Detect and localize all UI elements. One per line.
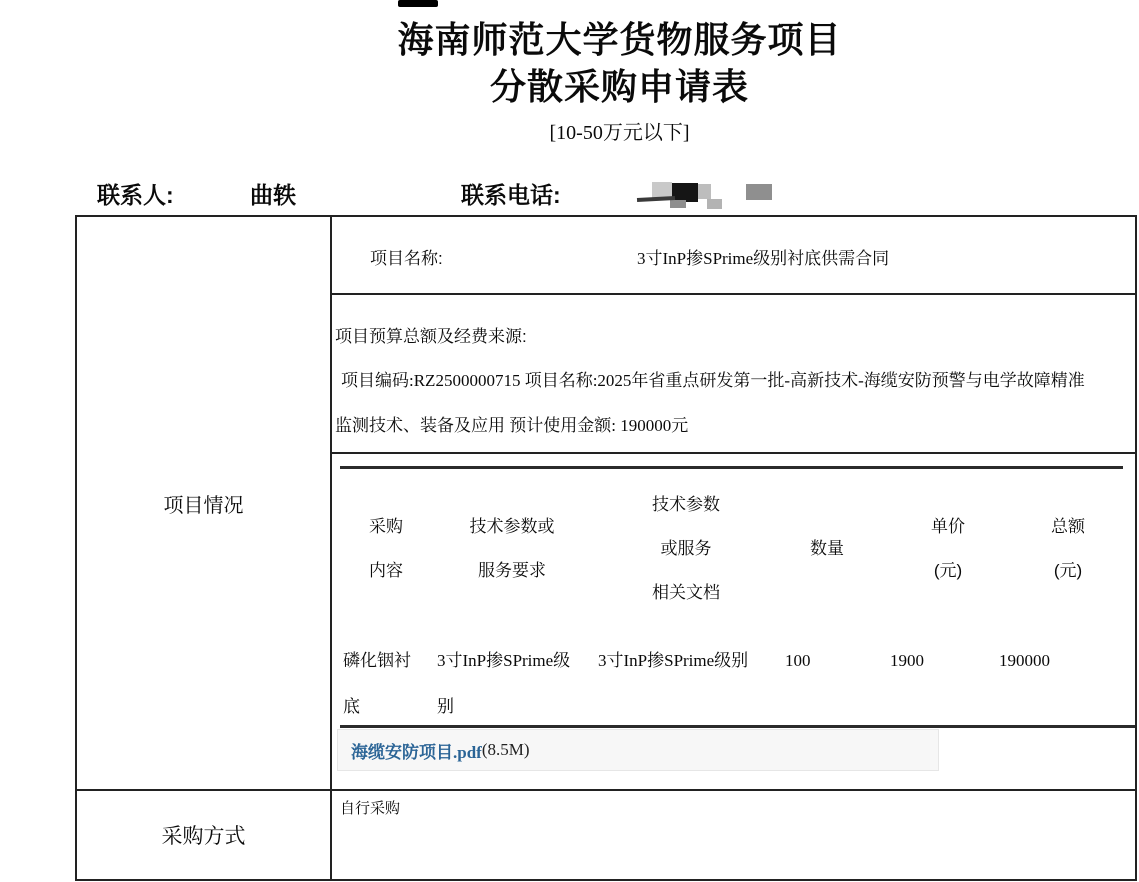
project-name-value: 3寸InP掺SPrime级别衬底供需合同 <box>637 249 890 268</box>
item-cell-content: 磷化铟衬 底 <box>343 651 411 716</box>
item-cell-quantity: 100 <box>785 651 811 670</box>
items-header-tech-docs: 技术参数 或服务 相关文档 <box>652 495 720 602</box>
items-header-tech-params: 技术参数或 服务要求 <box>469 517 555 580</box>
attachment-size: (8.5M) <box>481 740 530 759</box>
items-header-quantity: 数量 <box>810 539 844 558</box>
budget-line-2: 监测技术、装备及应用 预计使用金额: 190000元 <box>335 416 689 435</box>
items-header-total: 总额 (元) <box>1051 517 1085 580</box>
row-divider-budget <box>330 452 1135 454</box>
title-line-2: 分散采购申请表 <box>489 66 749 107</box>
item-cell-unit-price: 1900 <box>890 651 924 670</box>
redaction-block <box>698 184 711 199</box>
project-name-label: 项目名称: <box>370 249 443 268</box>
item-cell-tech-docs: 3寸InP掺SPrime级别 <box>598 651 749 670</box>
section-label-method: 采购方式 <box>161 825 246 848</box>
item-cell-tech-params: 3寸InP掺SPrime级 别 <box>437 651 571 716</box>
cropped-top-artifact <box>398 0 438 7</box>
items-header-unit-price: 单价 (元) <box>931 517 965 580</box>
redaction-block <box>707 199 722 209</box>
attachment-chip <box>337 729 939 771</box>
contact-person-value: 曲轶 <box>250 182 296 208</box>
budget-label: 项目预算总额及经费来源: <box>335 327 527 346</box>
redaction-block <box>746 184 772 200</box>
row-divider-project-name <box>330 293 1135 295</box>
redaction-block <box>670 200 686 208</box>
section-label-project: 项目情况 <box>163 494 244 517</box>
budget-line-1: 项目编码:RZ2500000715 项目名称:2025年省重点研发第一批-高新技术-海缆安防预警与电学故障精准 <box>341 371 1085 390</box>
contact-person-label: 联系人: <box>97 182 174 208</box>
title-line-1: 海南师范大学货物服务项目 <box>397 19 842 60</box>
contact-phone-label: 联系电话: <box>461 182 561 208</box>
items-header-content: 采购 内容 <box>369 517 403 580</box>
method-value: 自行采购 <box>340 799 401 817</box>
form-table <box>75 215 1137 881</box>
page-title <box>50 16 1139 110</box>
page-subtitle: [10-50万元以下] <box>549 122 690 144</box>
items-table-top-border <box>340 466 1123 469</box>
item-cell-total: 190000 <box>999 651 1050 670</box>
attachment-pdf-link[interactable]: 海缆安防项目.pdf <box>351 742 482 762</box>
